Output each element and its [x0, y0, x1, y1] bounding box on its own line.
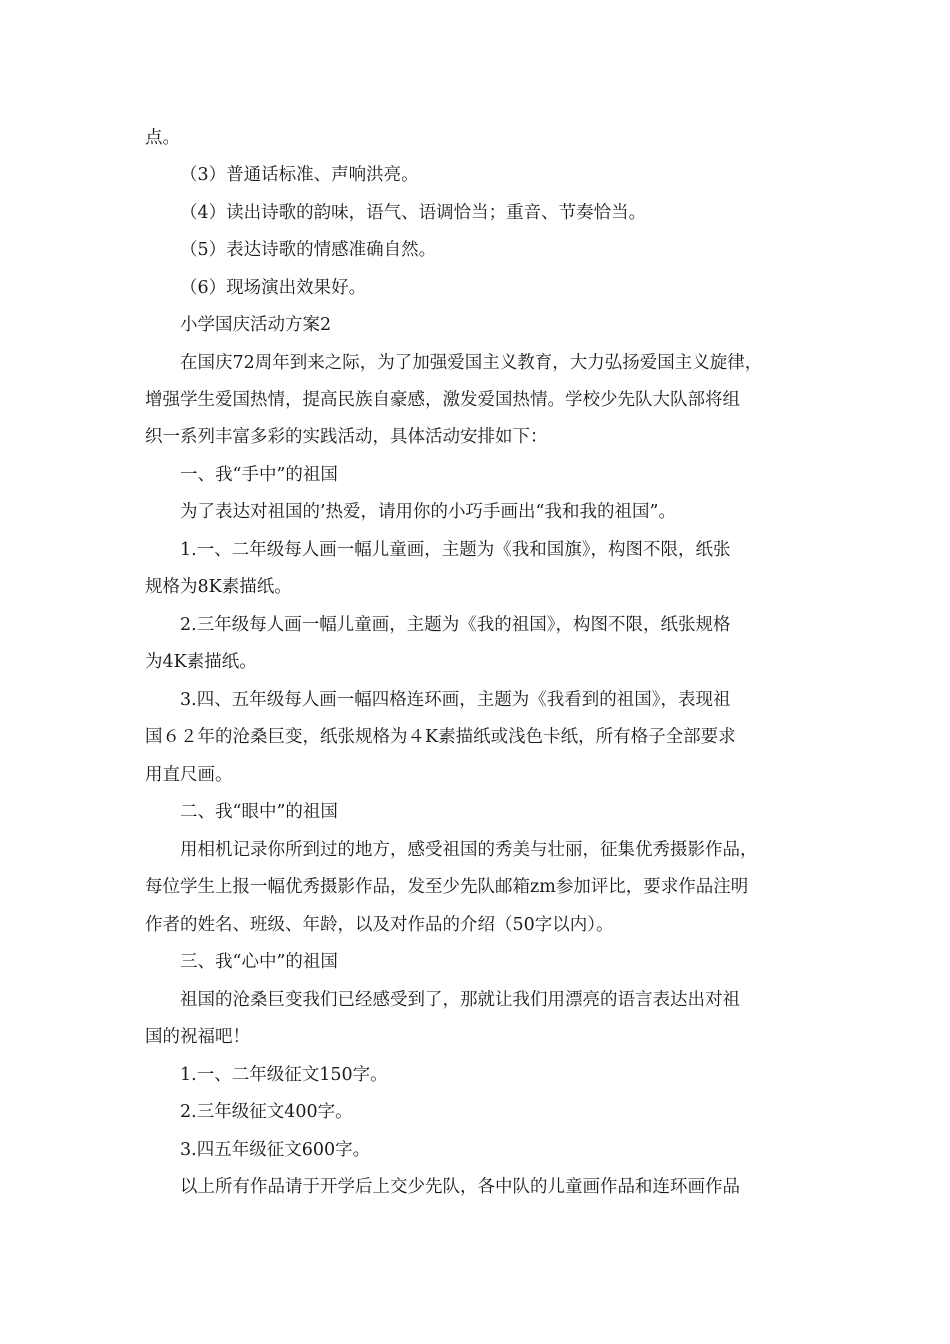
text-line: 1.一、二年级每人画一幅儿童画，主题为《我和国旗》，构图不限，纸张 — [180, 540, 731, 560]
section-title: 小学国庆活动方案2 — [180, 315, 332, 335]
text-line: 织一系列丰富多彩的实践活动，具体活动安排如下： — [145, 427, 548, 447]
text-line: 国６２年的沧桑巨变，纸张规格为４K素描纸或浅色卡纸，所有格子全部要求 — [145, 727, 736, 747]
text-line: 每位学生上报一幅优秀摄影作品，发至少先队邮箱zm参加评比，要求作品注明 — [145, 877, 749, 897]
text-line: （3）普通话标准、声响洪亮。 — [180, 165, 419, 185]
text-line: （5）表达诗歌的情感准确自然。 — [180, 240, 437, 260]
text-line: 国的祝福吧！ — [145, 1027, 250, 1047]
text-line: （6）现场演出效果好。 — [180, 278, 367, 298]
section-heading: 三、我“心中”的祖国 — [180, 952, 338, 972]
text-line: 作者的姓名、班级、年龄，以及对作品的介绍（50字以内）。 — [145, 915, 614, 935]
text-line: 2.三年级征文400字。 — [180, 1102, 353, 1122]
text-line: 为了表达对祖国的’热爱，请用你的小巧手画出“我和我的祖国”。 — [180, 502, 676, 522]
text-line: 2.三年级每人画一幅儿童画，主题为《我的祖国》，构图不限，纸张规格 — [180, 615, 731, 635]
text-line: 1.一、二年级征文150字。 — [180, 1065, 388, 1085]
text-line: 规格为8K素描纸。 — [145, 577, 292, 597]
text-line: 用相机记录你所到过的地方，感受祖国的秀美与壮丽，征集优秀摄影作品， — [180, 840, 758, 860]
text-line: （4）读出诗歌的韵味，语气、语调恰当；重音、节奏恰当。 — [180, 203, 647, 223]
text-line: 3.四五年级征文600字。 — [180, 1140, 371, 1160]
text-line: 以上所有作品请于开学后上交少先队，各中队的儿童画作品和连环画作品 — [180, 1177, 740, 1197]
text-line: 祖国的沧桑巨变我们已经感受到了，那就让我们用漂亮的语言表达出对祖 — [180, 990, 740, 1010]
section-heading: 二、我“眼中”的祖国 — [180, 802, 338, 822]
text-line: 为4K素描纸。 — [145, 652, 257, 672]
text-line: 用直尺画。 — [145, 765, 233, 785]
text-line: 3.四、五年级每人画一幅四格连环画，主题为《我看到的祖国》，表现祖 — [180, 690, 731, 710]
section-heading: 一、我“手中”的祖国 — [180, 465, 338, 485]
text-line: 点。 — [145, 128, 180, 148]
text-line: 在国庆72周年到来之际，为了加强爱国主义教育，大力弘扬爱国主义旋律， — [180, 353, 763, 373]
text-line: 增强学生爱国热情，提高民族自豪感，激发爱国热情。学校少先队大队部将组 — [145, 390, 740, 410]
